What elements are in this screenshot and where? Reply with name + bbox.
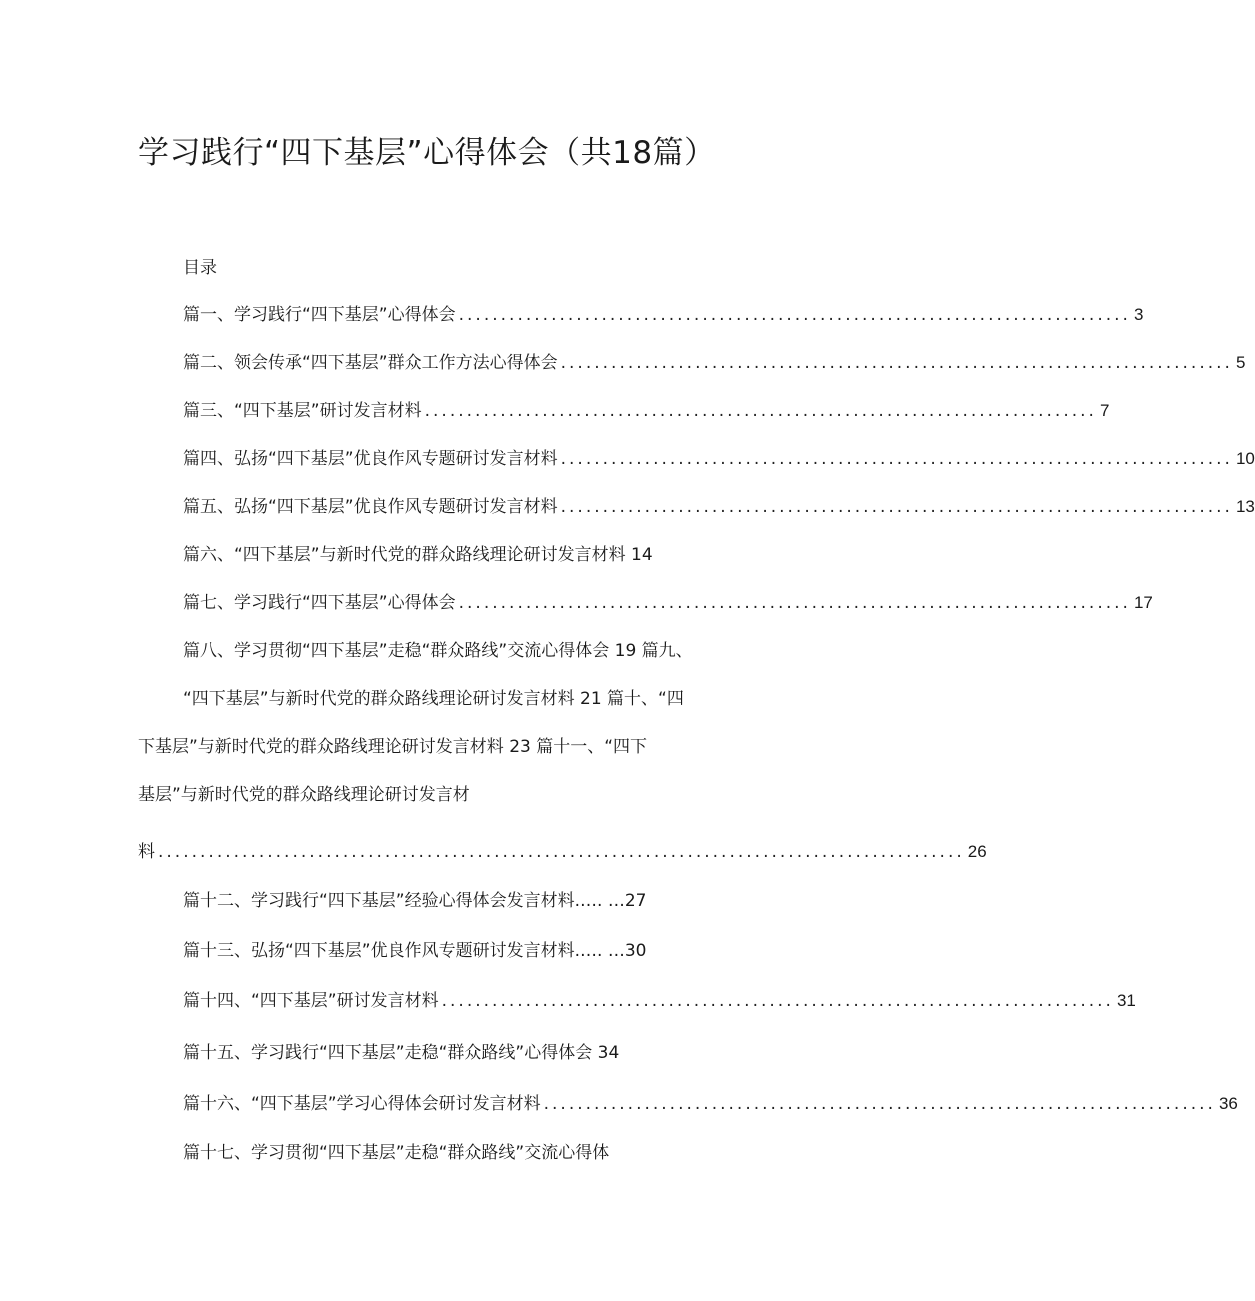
toc-entry[interactable] [183, 447, 1255, 471]
toc-entry[interactable] [183, 1092, 1238, 1116]
toc-entry[interactable] [183, 399, 1110, 423]
toc-run-line[interactable]: 下基层”与新时代党的群众路线理论研讨发言材料 23 篇十一、“四下 [138, 737, 648, 757]
toc-entry-title: 料 [138, 842, 155, 862]
toc-entry-inline[interactable]: 篇十五、学习践行“四下基层”走稳“群众路线”心得体会 34 [183, 1043, 620, 1063]
toc-entry-inline[interactable]: 篇六、“四下基层”与新时代党的群众路线理论研讨发言材料 14 [183, 545, 653, 565]
toc-entry-title: 篇五、弘扬“四下基层”优良作风专题研讨发言材料 [183, 497, 558, 517]
toc-entry-page: 7 [1099, 401, 1110, 420]
toc-leader-dots: ................................................................................ [560, 353, 1233, 373]
toc-entry-page: 10 [1235, 449, 1255, 468]
toc-entry-page: 13 [1235, 497, 1255, 516]
toc-run-line[interactable]: 基层”与新时代党的群众路线理论研讨发言材 [138, 785, 470, 805]
toc-leader-dots: ................................................................................ [424, 401, 1097, 421]
toc-entry-title: 篇十四、“四下基层”研讨发言材料 [183, 991, 439, 1011]
toc-entry-page: 17 [1133, 593, 1153, 612]
toc-run-line[interactable]: 篇八、学习贯彻“四下基层”走稳“群众路线”交流心得体会 19 篇九、 [183, 641, 693, 661]
toc-entry-page: 3 [1133, 305, 1144, 324]
toc-entry[interactable] [183, 989, 1136, 1013]
toc-entry[interactable] [183, 303, 1144, 327]
toc-heading: 目录 [183, 258, 217, 278]
toc-leader-dots: ................................................................................ [441, 991, 1114, 1011]
toc-entry-title: 篇十六、“四下基层”学习心得体会研讨发言材料 [183, 1094, 541, 1114]
toc-entry-page: 26 [967, 842, 987, 861]
toc-leader-dots: ................................................................................ [560, 449, 1233, 469]
toc-entry-page: 5 [1235, 353, 1246, 372]
toc-leader-dots: ................................................................................ [458, 593, 1131, 613]
toc-entry[interactable] [183, 351, 1246, 375]
toc-leader-dots: ................................................................................................ [158, 842, 965, 862]
toc-entry-page: 31 [1116, 991, 1136, 1010]
toc-entry-title: 篇一、学习践行“四下基层”心得体会 [183, 305, 456, 325]
toc-entry-title: 篇四、弘扬“四下基层”优良作风专题研讨发言材料 [183, 449, 558, 469]
toc-leader-dots: ................................................................................ [458, 305, 1131, 325]
toc-entry-title: 篇三、“四下基层”研讨发言材料 [183, 401, 422, 421]
toc-entry-page: 36 [1218, 1094, 1238, 1113]
toc-entry-inline[interactable]: 篇十三、弘扬“四下基层”优良作风专题研讨发言材料.…. …30 [183, 941, 647, 961]
toc-entry[interactable] [138, 840, 987, 864]
toc-entry[interactable] [183, 495, 1255, 519]
toc-run-line[interactable]: “四下基层”与新时代党的群众路线理论研讨发言材料 21 篇十、“四 [183, 689, 684, 709]
document-title: 学习践行“四下基层”心得体会（共18篇） [138, 135, 716, 171]
toc-entry-inline[interactable]: 篇十七、学习贯彻“四下基层”走稳“群众路线”交流心得体 [183, 1143, 610, 1163]
toc-entry-title: 篇七、学习践行“四下基层”心得体会 [183, 593, 456, 613]
toc-leader-dots: ................................................................................ [560, 497, 1233, 517]
toc-leader-dots: ................................................................................ [543, 1094, 1216, 1114]
toc-entry[interactable] [183, 591, 1153, 615]
toc-entry-title: 篇二、领会传承“四下基层”群众工作方法心得体会 [183, 353, 558, 373]
toc-entry-inline[interactable]: 篇十二、学习践行“四下基层”经验心得体会发言材料.…. …27 [183, 891, 647, 911]
